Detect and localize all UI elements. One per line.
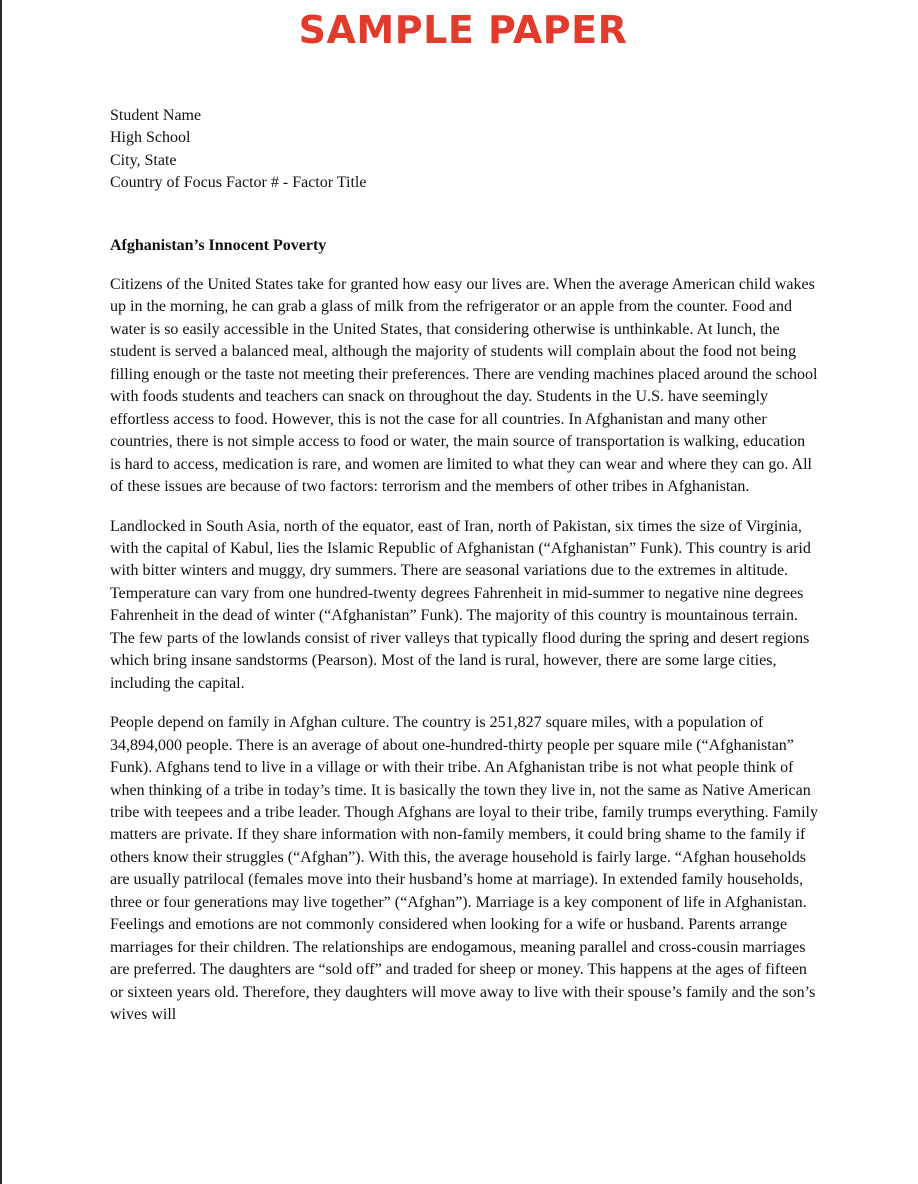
focus-factor: Country of Focus Factor # - Factor Title [110,174,367,192]
essay-title: Afghanistan’s Innocent Poverty [110,236,327,254]
paragraph-3: People depend on family in Afghan culture. The country is 251,827 square miles, with a population of 34,894,000 people. There is an average of about one-hundred-thirty people per square mile (“Afghanistan” Funk). Afghans tend to live in a village or with their tribe. An Afghanistan tribe is not what people think of when thinking of a tribe in today’s time. It is basically the town they live in, not the same as Native American tribe with teepees and a tribe leader. Though Afghans are loyal to their tribe, family trumps everything. Family matters are private. If they share information with non-family members, it could bring shame to the family if others know their struggles (“Afghan”). With this, the average household is fairly large. “Afghan households are usually patrilocal (females move into their husband’s home at marriage). In extended family households, three or four generations may live together” (“Afghan”). Marriage is a key component of life in Afghanistan. Feelings and emotions are not commonly considered when looking for a wife or husband. Parents arrange marriages for their children. The relationships are endogamous, meaning parallel and cross-cousin marriages are preferred. The daughters are “sold off” and traded for sheep or money. This happens at the ages of fifteen or sixteen years old. Therefore, they daughters will move away to live with their spouse’s family and the son’s wives will [110,714,818,1024]
document-body [110,105,818,1027]
sample-paper-watermark: SAMPLE PAPER [298,8,628,52]
city-state: City, State [110,151,177,169]
paragraph-2: Landlocked in South Asia, north of the equator, east of Iran, north of Pakistan, six times the size of Virginia, with the capital of Kabul, lies the Islamic Republic of Afghanistan (“Afghanistan” Funk). This country is arid with bitter winters and muggy, dry summers. There are seasonal variations due to the extremes in altitude. Temperature can vary from one hundred-twenty degrees Fahrenheit in mid-summer to negative nine degrees Fahrenheit in the dead of winter (“Afghanistan” Funk). The majority of this country is mountainous terrain. The few parts of the lowlands consist of river valleys that typically flood during the spring and desert regions which bring insane sandstorms (Pearson). Most of the land is rural, however, there are some large cities, including the capital. [110,517,811,692]
student-header [110,105,818,195]
student-name: Student Name [110,107,202,124]
paragraph-1: Citizens of the United States take for granted how easy our lives are. When the average American child wakes up in the morning, he can grab a glass of milk from the refrigerator or an apple from the counter. Food and water is so easily accessible in the United States, that considering otherwise is unthinkable. At lunch, the student is served a balanced meal, although the majority of students will complain about the food not being filling enough or the taste not meeting their preferences. There are vending machines placed around the school with foods students and teachers can snack on throughout the day. Students in the U.S. have seemingly effortless access to food. However, this is not the case for all countries. In Afghanistan and many other countries, there is not simple access to food or water, the main source of transportation is walking, education is hard to access, medication is rare, and women are limited to what they can wear and where they can go. All of these issues are because of two factors: terrorism and the members of other tribes in Afghanistan. [110,276,818,496]
school-name: High School [110,129,191,147]
